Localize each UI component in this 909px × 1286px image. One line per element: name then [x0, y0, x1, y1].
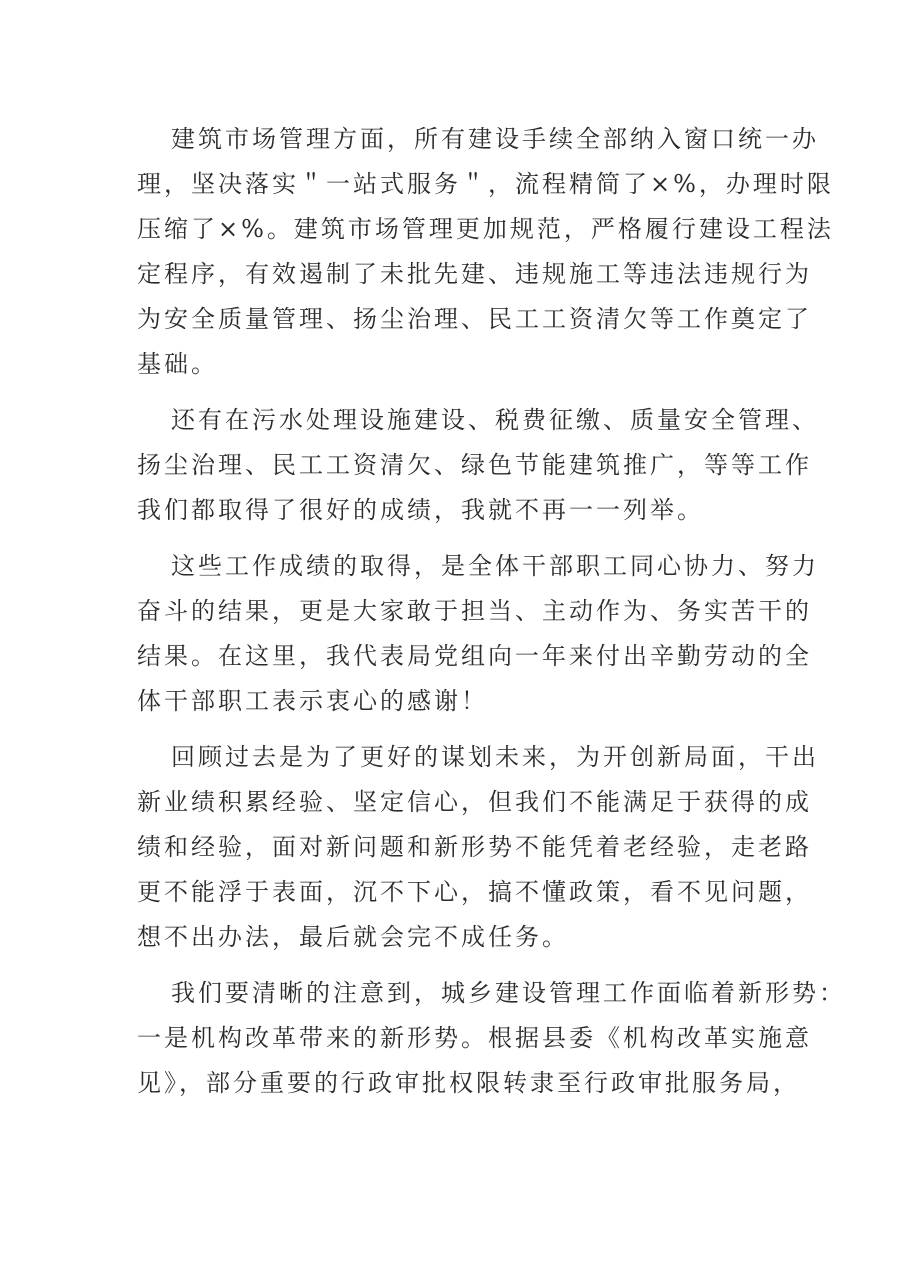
- text-line: 奋斗的结果，更是大家敢于担当、主动作为、务实苦干的: [137, 597, 812, 625]
- text-line: 绩和经验，面对新问题和新形势不能凭着老经验，走老路: [137, 833, 812, 861]
- text-line: 我们要清晰的注意到，城乡建设管理工作面临着新形势：: [171, 979, 846, 1007]
- text-line: 压缩了×%。建筑市场管理更加规范，严格履行建设工程法: [137, 215, 834, 243]
- text-line: 定程序，有效遏制了未批先建、违规施工等违法违规行为: [137, 260, 812, 288]
- text-line: 我们都取得了很好的成绩，我就不再一一列举。: [137, 496, 704, 524]
- text-line: 这些工作成绩的取得，是全体干部职工同心协力、努力: [171, 552, 819, 580]
- text-line: 想不出办法，最后就会完不成任务。: [137, 923, 569, 951]
- document-body: [137, 117, 846, 1117]
- text-line: 回顾过去是为了更好的谋划未来，为开创新局面，干出: [171, 743, 819, 771]
- paragraph-new-situation: [137, 971, 846, 1106]
- paragraph-acknowledgement: [137, 544, 819, 724]
- text-line: 更不能浮于表面，沉不下心，搞不懂政策，看不见问题，: [137, 878, 812, 906]
- text-line: 建筑市场管理方面，所有建设手续全部纳入窗口统一办: [171, 125, 819, 153]
- paragraph-other-achievements: [137, 398, 819, 533]
- paragraph-review-future: [137, 735, 819, 960]
- text-line: 见》，部分重要的行政审批权限转隶至行政审批服务局，: [137, 1069, 800, 1097]
- text-line: 新业绩积累经验、坚定信心，但我们不能满足于获得的成: [137, 788, 812, 816]
- paragraph-construction-market: [137, 117, 834, 387]
- text-line: 理，坚决落实＂一站式服务＂，流程精简了×%，办理时限: [137, 170, 834, 198]
- text-line: 还有在污水处理设施建设、税费征缴、质量安全管理、: [171, 406, 819, 434]
- text-line: 为安全质量管理、扬尘治理、民工工资清欠等工作奠定了: [137, 305, 812, 333]
- text-line: 结果。在这里，我代表局党组向一年来付出辛勤劳动的全: [137, 642, 812, 670]
- text-line: 体干部职工表示衷心的感谢！: [137, 687, 488, 715]
- text-line: 一是机构改革带来的新形势。根据县委《机构改革实施意: [137, 1024, 812, 1052]
- text-line: 基础。: [137, 350, 218, 378]
- text-line: 扬尘治理、民工工资清欠、绿色节能建筑推广，等等工作: [137, 451, 812, 479]
